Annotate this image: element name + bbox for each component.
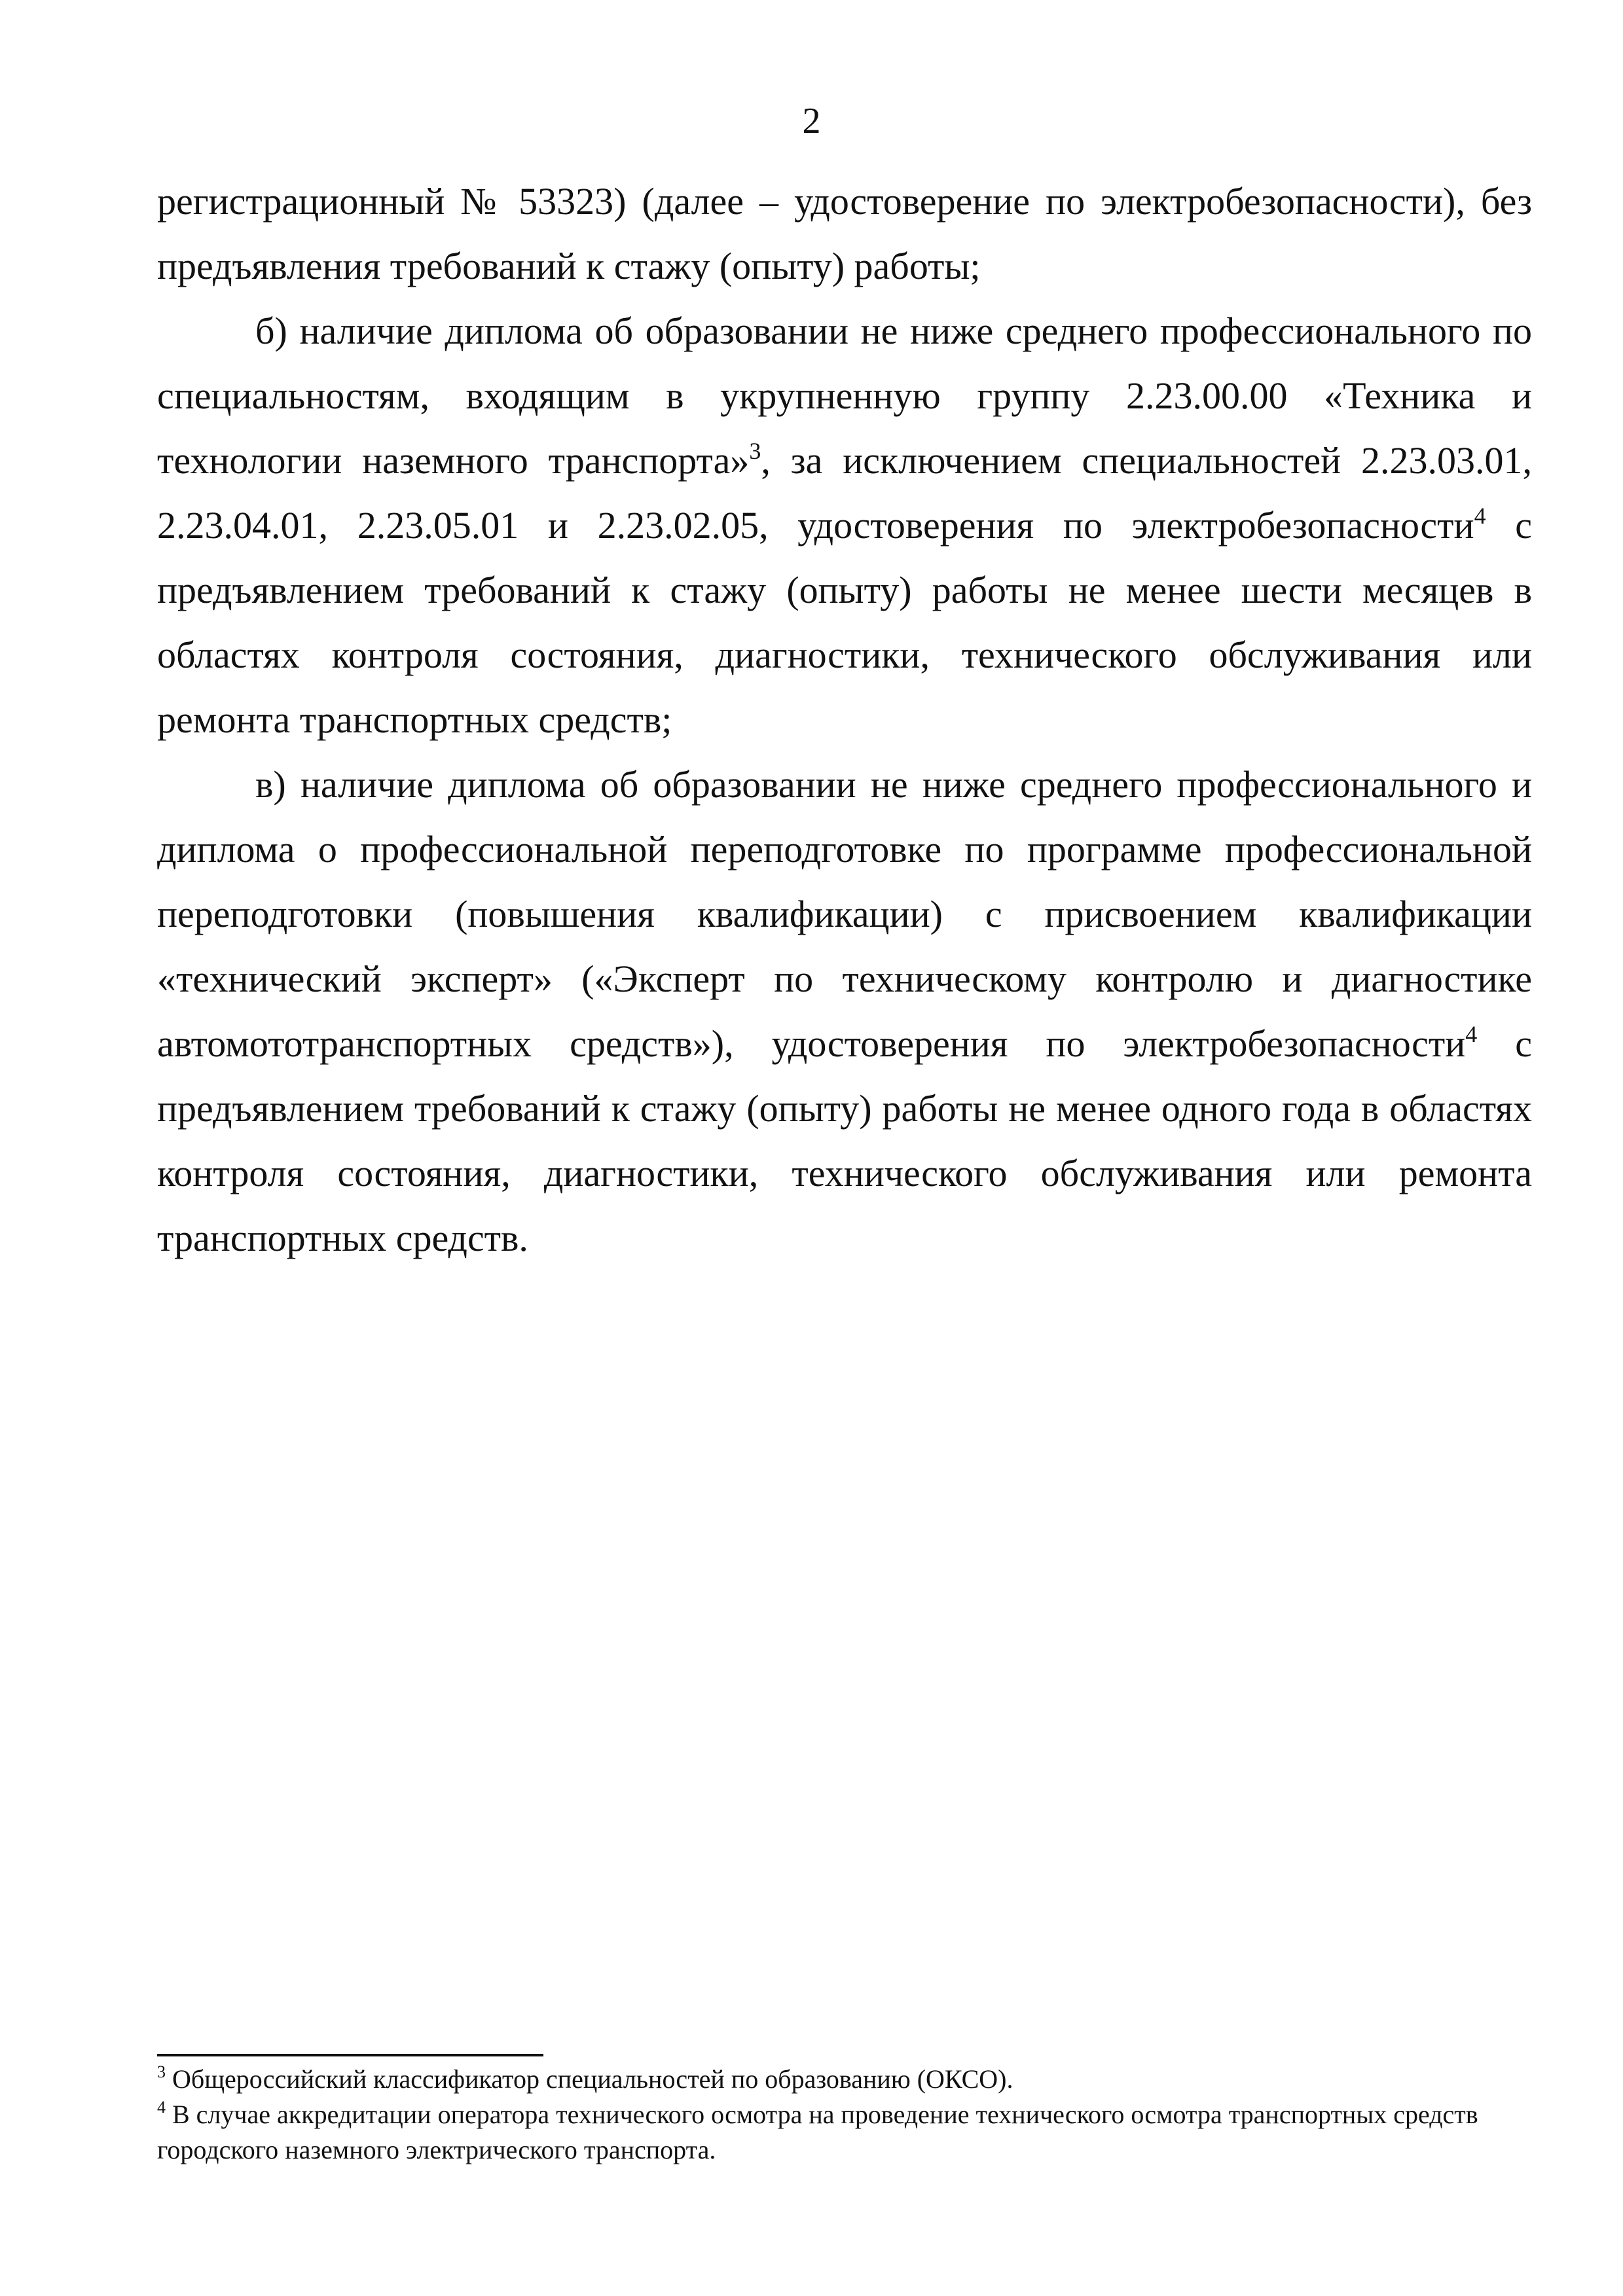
footnote-reference: 3 bbox=[749, 438, 761, 464]
footnote-4 bbox=[157, 2097, 1532, 2168]
paragraph-text: в) наличие диплома об образовании не ниже среднего профессионального и диплома о профессиональной переподготовке по программе профессиональной переподготовки (повышения квалификации) с присвоением квалификации «технический эксперт» («Эксперт по техническому контролю и диагностике автомототранспортных средств»), удостоверения по электробезопасности bbox=[157, 763, 1532, 1065]
page-number: 2 bbox=[802, 101, 821, 141]
paragraph-text: с предъявлением требований к стажу (опыту) работы не менее шести месяцев в областях контроля состояния, диагностики, технического обслуживания или ремонта транспортных средств; bbox=[157, 504, 1532, 741]
paragraph-item-b bbox=[157, 298, 1532, 752]
footnote-reference: 4 bbox=[1474, 503, 1486, 529]
document-body bbox=[157, 169, 1532, 1270]
footnotes bbox=[157, 2062, 1532, 2168]
footnote-text: В случае аккредитации оператора технического осмотра на проведение технического осмотра транспортных средств городского наземного электрического транспорта. bbox=[157, 2100, 1478, 2164]
footnote-separator bbox=[157, 2054, 543, 2056]
footnote-reference: 4 bbox=[1465, 1021, 1478, 1047]
footnote-3 bbox=[157, 2062, 1532, 2097]
footnote-mark: 3 bbox=[157, 2062, 166, 2081]
paragraph-text: регистрационный № 53323) (далее – удостоверение по электробезопасности), без предъявления требований к стажу (опыту) работы; bbox=[157, 180, 1532, 287]
paragraph-text: , за исключением специальностей 2.23.03.01, 2.23.04.01, 2.23.05.01 и 2.23.02.05, удостоверения по электробезопасности bbox=[157, 439, 1532, 547]
paragraph-text: б) наличие диплома об образовании не ниже среднего профессионального по специальностям, входящим в укрупненную группу 2.23.00.00 «Техника и технологии наземного транспорта» bbox=[157, 310, 1532, 482]
footnote-text: Общероссийский классификатор специальностей по образованию (ОКСО). bbox=[172, 2064, 1013, 2094]
paragraph-item-v bbox=[157, 752, 1532, 1270]
footnote-mark: 4 bbox=[157, 2098, 166, 2117]
paragraph-continuation bbox=[157, 169, 1532, 298]
paragraph-text: с предъявлением требований к стажу (опыту) работы не менее одного года в областях контроля состояния, диагностики, технического обслуживания или ремонта транспортных средств. bbox=[157, 1022, 1532, 1259]
